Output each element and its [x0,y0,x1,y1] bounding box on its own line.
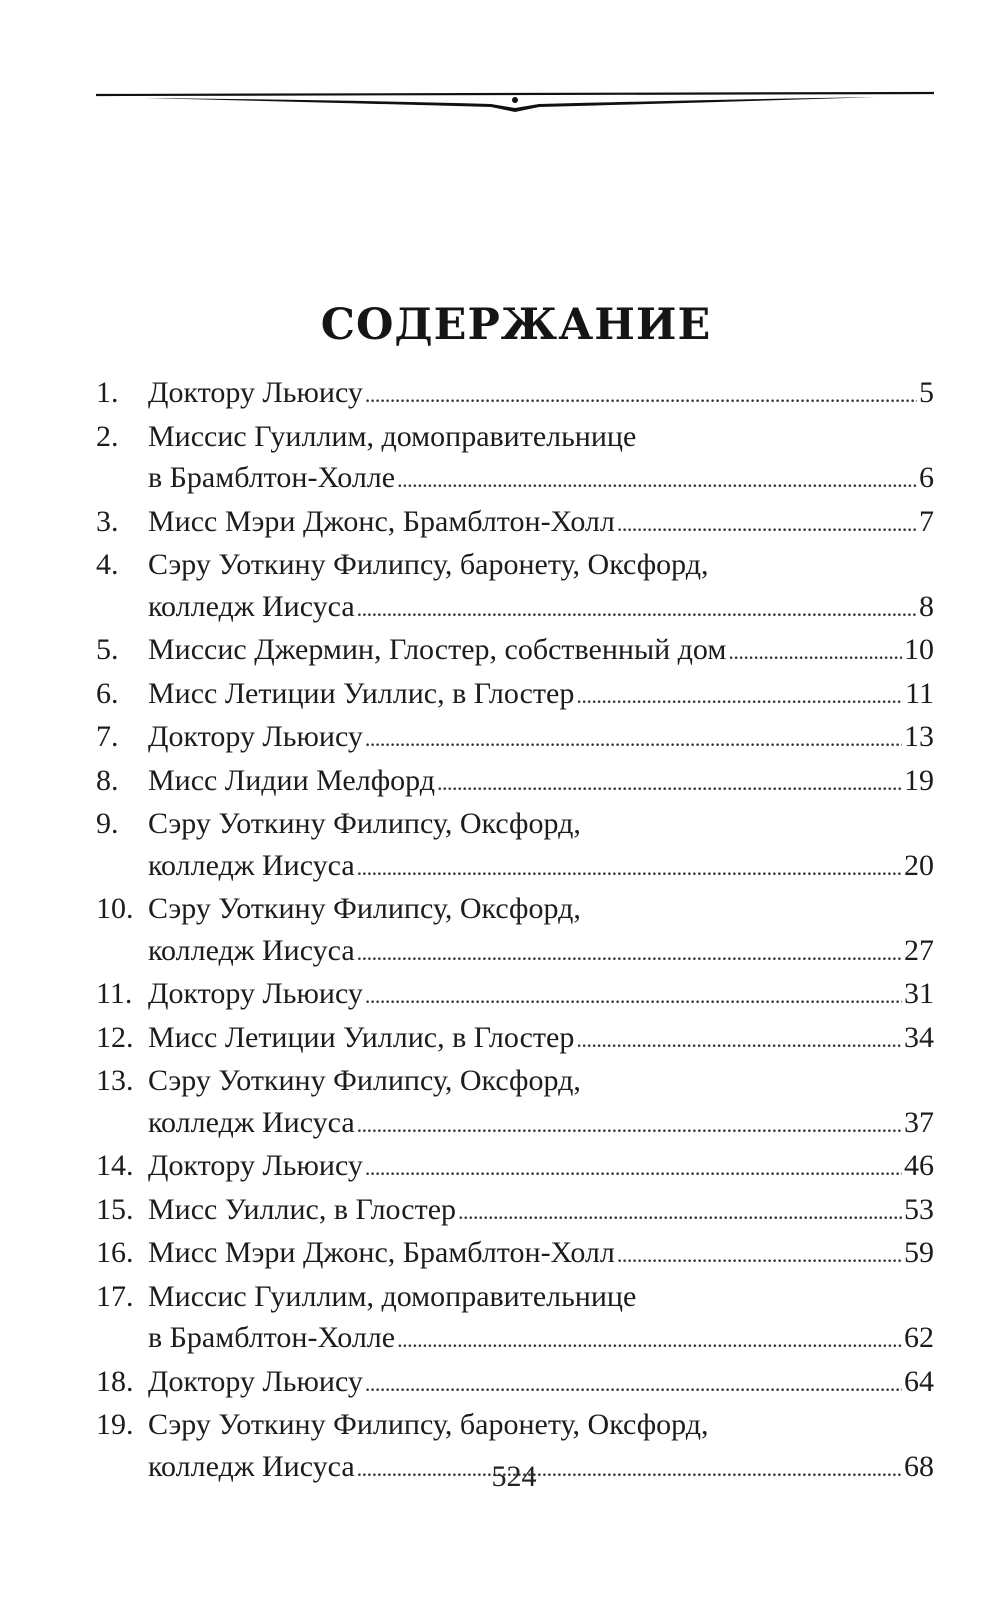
toc-entry-line [96,1145,934,1189]
page-title: СОДЕРЖАНИЕ [320,300,712,350]
toc-entry-number: 12. [96,1020,134,1054]
toc-entry-title: в Брамблтон-Холле [148,1321,396,1354]
toc-entry-line [96,1317,934,1361]
toc-entry-title: Мисс Уиллис, в Глостер [148,1192,457,1226]
toc-entry-line [96,1361,934,1405]
toc-entry-title: Мисс Летиции Уиллис, в Глостер [148,676,575,710]
toc-entry-page: 62 [904,1321,934,1354]
toc-entry-title: Доктору Льюису [148,720,363,753]
toc-entry-page: 8 [919,589,934,623]
toc-entry-number: 14. [96,1149,134,1182]
dot-leader [617,1232,902,1276]
toc-entry-line [96,973,934,1017]
toc-entry-line [96,888,934,930]
toc-entry-number: 10. [96,892,134,925]
toc-entry-number: 3. [96,504,119,538]
toc-entry-page: 13 [904,720,934,753]
toc-entry[interactable] [96,1017,934,1061]
toc-entry-page: 19 [904,763,934,797]
toc-entry-line [96,716,934,760]
dot-leader [397,457,917,501]
toc-entry[interactable] [96,716,934,760]
dot-leader [576,673,903,717]
toc-entry-title: Сэру Уоткину Филипсу, баронету, Оксфорд, [148,548,709,581]
toc-entry[interactable] [96,1145,934,1189]
toc-entry[interactable] [96,888,934,973]
toc-entry-line [96,457,934,501]
dot-leader [365,372,917,416]
toc-entry-title: Мисс Мэри Джонс, Брамблтон-Холл [148,1236,615,1269]
toc-entry-line [96,1102,934,1146]
dot-leader [458,1189,902,1233]
toc-entry-number: 11. [96,977,133,1010]
toc-entry-line [96,1017,934,1061]
toc-entry-title: Мисс Мэри Джонс, Брамблтон-Холл [148,504,615,538]
toc-entry-page: 20 [904,848,934,882]
toc-entry-page: 46 [904,1149,934,1182]
toc-entry[interactable] [96,372,934,416]
toc-entry-number: 15. [96,1192,134,1226]
toc-entry-number: 7. [96,720,119,753]
toc-entry-title: Доктору Льюису [148,376,363,409]
toc-entry-line [96,1060,934,1102]
dot-leader [437,760,902,804]
toc-entry-title: колледж Иисуса [148,1105,355,1139]
dot-leader [357,845,902,889]
toc-entry[interactable] [96,1232,934,1276]
toc-entry-number: 1. [96,376,119,409]
toc-entry[interactable] [96,629,934,673]
toc-entry-line [96,1232,934,1276]
toc-entry-title: в Брамблтон-Холле [148,461,396,494]
toc-entry-line [96,629,934,673]
toc-entry[interactable] [96,1276,934,1361]
toc-entry-title: Миссис Гуиллим, домоправительнице [148,419,637,453]
toc-entry-page: 31 [904,977,934,1010]
toc-entry-number: 4. [96,548,119,581]
toc-entry[interactable] [96,1060,934,1145]
dot-leader [357,930,902,974]
toc-entry-title: Доктору Льюису [148,977,363,1010]
toc-entry-page: 37 [904,1105,934,1139]
dot-leader [357,586,917,630]
toc-entry[interactable] [96,973,934,1017]
toc-entry[interactable] [96,416,934,501]
toc-entry-title: Сэру Уоткину Филипсу, Оксфорд, [148,892,581,925]
page-number: 524 [491,1460,537,1493]
toc-entry-title: Мисс Летиции Уиллис, в Глостер [148,1020,575,1054]
toc-entry-title: Доктору Льюису [148,1364,363,1398]
toc-entry-number: 16. [96,1236,134,1269]
toc-entry[interactable] [96,1361,934,1405]
toc-entry-line [96,586,934,630]
toc-entry-page: 11 [905,676,934,710]
toc-entry[interactable] [96,673,934,717]
toc-entry-line [96,1276,934,1318]
toc-entry-title: колледж Иисуса [148,1449,355,1483]
toc-entry[interactable] [96,803,934,888]
toc-entry-line [96,501,934,545]
toc-entry-line [96,544,934,586]
toc-entry-page: 27 [904,933,934,967]
toc-entry-page: 64 [904,1364,934,1398]
toc-entry-title: Сэру Уоткину Филипсу, Оксфорд, [148,1064,581,1097]
toc-entry-line [96,845,934,889]
toc-entry-title: колледж Иисуса [148,589,355,623]
toc-entry-page: 68 [904,1449,934,1483]
toc-entry-number: 2. [96,419,119,453]
toc-entry-number: 6. [96,676,119,710]
toc-entry-number: 8. [96,763,119,797]
toc-entry-number: 18. [96,1364,134,1398]
toc-entry[interactable] [96,544,934,629]
dot-leader [576,1017,902,1061]
dot-leader [357,1102,902,1146]
dot-leader [365,1361,902,1405]
toc-entry-line [96,416,934,458]
toc-entry-line [96,930,934,974]
toc-entry-page: 34 [904,1020,934,1054]
toc-entry-number: 5. [96,633,119,666]
dot-leader [365,973,902,1017]
toc-entry-title: Сэру Уоткину Филипсу, Оксфорд, [148,807,581,840]
toc-entry-page: 6 [919,461,934,494]
toc-entry-number: 19. [96,1408,134,1441]
toc-entry-title: колледж Иисуса [148,848,355,882]
toc-entry-title: Сэру Уоткину Филипсу, баронету, Оксфорд, [148,1408,709,1441]
toc-entry-title: колледж Иисуса [148,933,355,967]
toc-entry-page: 7 [919,504,934,538]
toc-entry-line [96,1189,934,1233]
toc-entry-line [96,372,934,416]
toc-entry-title: Миссис Джермин, Глостер, собственный дом [148,633,727,666]
toc-entry-number: 9. [96,807,119,840]
toc-entry[interactable] [96,1189,934,1233]
toc-entry-line [96,673,934,717]
dot-leader [728,629,902,673]
toc-entry[interactable] [96,760,934,804]
toc-entry-number: 13. [96,1064,134,1097]
toc-entry-line [96,1404,934,1446]
dot-leader [365,1145,902,1189]
toc-entry-title: Миссис Гуиллим, домоправительнице [148,1279,637,1313]
toc-entry-page: 53 [904,1192,934,1226]
toc-entry-page: 5 [919,376,934,409]
toc-entry-number: 17. [96,1279,134,1313]
table-of-contents [96,372,934,1489]
toc-entry-line [96,760,934,804]
toc-entry-page: 59 [904,1236,934,1269]
toc-entry-line [96,803,934,845]
toc-entry-title: Мисс Лидии Мелфорд [148,763,436,797]
toc-entry-page: 10 [904,633,934,666]
toc-entry[interactable] [96,501,934,545]
dot-leader [617,501,917,545]
header-ornament-rule [96,86,934,120]
toc-entry-title: Доктору Льюису [148,1149,363,1182]
dot-leader [365,716,902,760]
dot-leader [397,1317,902,1361]
